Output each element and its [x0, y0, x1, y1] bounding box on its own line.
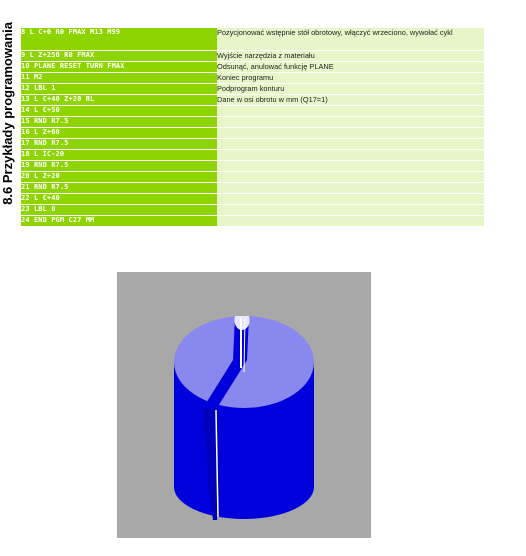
nc-code-cell: 12 LBL 1 [21, 84, 217, 94]
description-cell [217, 216, 484, 226]
program-row [21, 95, 484, 105]
description-cell [217, 117, 484, 127]
description-cell: Podprogram konturu [217, 84, 484, 94]
description-cell [217, 150, 484, 160]
description-cell: Dane w osi obrotu w mm (Q17=1) [217, 95, 484, 105]
program-row [21, 106, 484, 116]
description-cell [217, 183, 484, 193]
program-row [21, 150, 484, 160]
program-row [21, 62, 484, 72]
description-cell [217, 194, 484, 204]
program-table [21, 27, 484, 227]
description-cell [217, 139, 484, 149]
nc-code-cell: 8 L C+0 R0 FMAX M13 M99 [21, 28, 217, 50]
chapter-side-title: 8.6 Przykłady programowania [0, 22, 15, 205]
program-row [21, 84, 484, 94]
nc-code-cell: 15 RND R7.5 [21, 117, 217, 127]
program-row [21, 205, 484, 215]
cylinder-graphic [117, 272, 371, 538]
program-row [21, 183, 484, 193]
program-row [21, 216, 484, 226]
nc-code-cell: 17 RND R7.5 [21, 139, 217, 149]
nc-code-cell: 13 L C+40 Z+20 RL [21, 95, 217, 105]
nc-code-cell: 9 L Z+250 R0 FMAX [21, 51, 217, 61]
program-row [21, 28, 484, 50]
description-cell [217, 172, 484, 182]
description-cell: Wyjście narzędzia z materiału [217, 51, 484, 61]
description-cell: Koniec programu [217, 73, 484, 83]
description-cell: Pozycjonować wstępnie stół obrotowy, włączyć wrzeciono, wywołać cykl [217, 28, 484, 50]
description-cell: Odsunąć, anulować funkcję PLANE [217, 62, 484, 72]
program-row [21, 73, 484, 83]
program-row [21, 117, 484, 127]
description-cell [217, 205, 484, 215]
nc-code-cell: 14 L C+50 [21, 106, 217, 116]
program-row [21, 172, 484, 182]
nc-code-cell: 18 L IC-20 [21, 150, 217, 160]
nc-code-cell: 20 L Z+20 [21, 172, 217, 182]
program-row [21, 128, 484, 138]
nc-code-cell: 23 LBL 0 [21, 205, 217, 215]
description-cell [217, 128, 484, 138]
nc-code-cell: 21 RND R7.5 [21, 183, 217, 193]
program-row [21, 161, 484, 171]
nc-code-cell: 11 M2 [21, 73, 217, 83]
program-row [21, 139, 484, 149]
nc-code-cell: 22 L C+40 [21, 194, 217, 204]
program-row [21, 51, 484, 61]
nc-code-cell: 10 PLANE RESET TURN FMAX [21, 62, 217, 72]
nc-code-cell: 16 L Z+60 [21, 128, 217, 138]
cylinder-groove-illustration [117, 272, 371, 538]
nc-code-cell: 19 RND R7.5 [21, 161, 217, 171]
description-cell [217, 161, 484, 171]
description-cell [217, 106, 484, 116]
nc-code-cell: 24 END PGM C27 MM [21, 216, 217, 226]
program-row [21, 194, 484, 204]
